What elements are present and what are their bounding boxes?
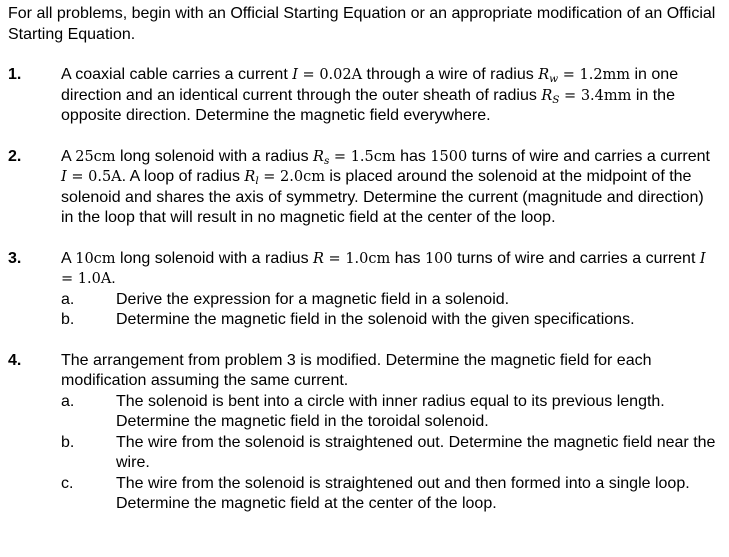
problem-3 [8,249,720,331]
current-value: I = 0.02A [292,67,363,83]
problem-sheet [8,4,720,535]
problem-number: 4. [8,351,22,369]
solenoid-radius-value: R = 1.0cm [313,250,391,267]
current-value: I = 1.0A [61,250,706,287]
problem-statement: A 10cm long solenoid with a radius R = 1.0cm has 100 turns of wire and carries a current I = 1.0A. [61,249,706,287]
solenoid-radius-value: $R_s = 1.5cm$ [313,148,396,167]
problem-2 [8,147,720,229]
solenoid-length-value: 25cm [75,148,116,165]
problem-text [61,249,720,331]
subproblem-a: a. Derive the expression for a magnetic field in a solenoid. [61,290,510,308]
problem-text: A coaxial cable carries a current I = 0.02A through a wire of radius $R_w = 1.2mm$ in one direction and an identical current through the outer sheath of radius $R_S = 3.4mm$ in the opposite direction. Determine the magnetic field everywhere. [61,66,679,124]
solenoid-length-value: 10cm [75,250,116,267]
sheath-radius-value: $R_S = 3.4mm$ [541,87,632,106]
turns-value: 1500 [430,148,468,165]
subproblem-a: a. The solenoid is bent into a circle with inner radius equal to its previous length. Determine the magnetic field in the toroidal solenoid. [61,392,665,430]
loop-radius-value: $R_l = 2.0cm$ [244,169,325,187]
problem-4 [8,351,720,515]
wire-radius-value: $R_w = 1.2mm$ [538,67,631,85]
subproblem-b: b. Determine the magnetic field in the solenoid with the given specifications. [61,311,635,328]
subproblem-c: c. The wire from the solenoid is straightened out and then formed into a single loop. Determine the magnetic field at the center of the loop. [61,474,690,512]
problem-number: 1. [8,66,22,83]
subproblem-b: b. The wire from the solenoid is straightened out. Determine the magnetic field near the wire. [61,433,716,471]
current-value: I = 0.5A [61,169,122,185]
problem-statement: The arrangement from problem 3 is modified. Determine the magnetic field for each modification assuming the same current. [61,351,652,389]
problem-text: A 25cm long solenoid with a radius $R_s = 1.5cm$ has 1500 turns of wire and carries a current I = 0.5A. A loop of radius $R_l = 2.0cm$ is placed around the solenoid at the midpoint of the solenoid and shares the axis of symmetry. Determine the current (magnitude and direction) in the loop that will result in no magnetic field at the center of the loop. [61,147,710,226]
problem-number: 2. [8,147,22,165]
turns-value: 100 [424,250,453,267]
instructions: For all problems, begin with an Official Starting Equation or an appropriate modification of an Official Starting Equation. [8,5,716,43]
problem-text [61,351,720,515]
problem-number: 3. [8,249,22,267]
problem-1 [8,65,720,127]
